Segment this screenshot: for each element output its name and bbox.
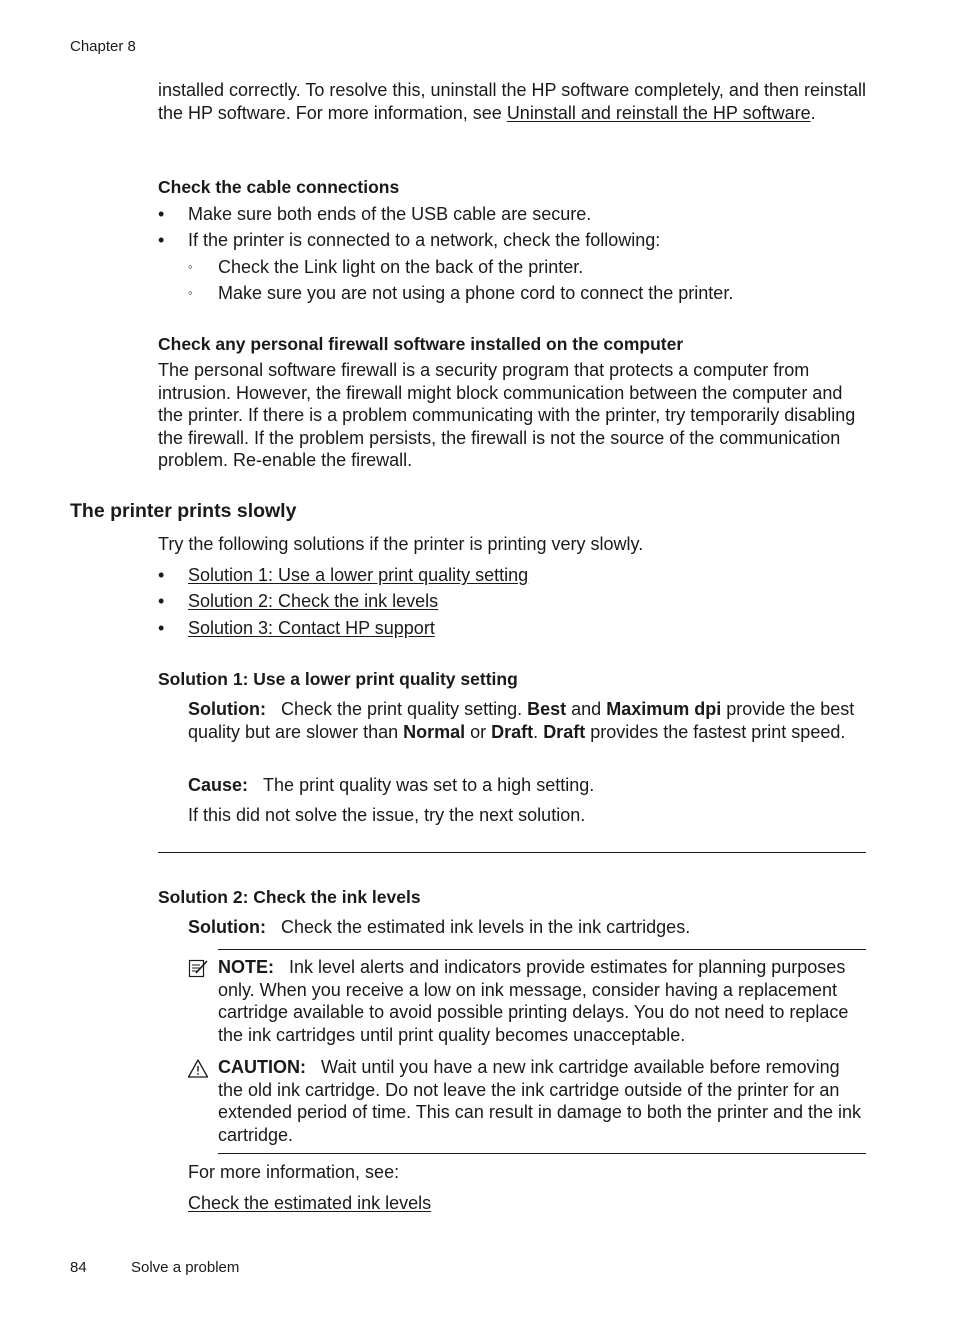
note-label: NOTE: <box>218 957 274 977</box>
max-dpi-term: Maximum dpi <box>606 699 722 719</box>
next-solution-text: If this did not solve the issue, try the next solution. <box>188 805 586 825</box>
intro-end: . <box>810 102 816 123</box>
uninstall-reinstall-link[interactable]: Uninstall and reinstall the HP software <box>506 102 811 123</box>
cause-line <box>188 774 594 797</box>
sub-list-item-text: Make sure you are not using a phone cord to connect the printer. <box>218 283 734 303</box>
note-paragraph <box>218 956 868 1046</box>
sub-bullet-mark: ◦ <box>188 259 193 274</box>
intro-paragraph <box>158 79 868 124</box>
best-term: Best <box>527 699 567 719</box>
normal-term: Normal <box>403 721 466 742</box>
solution-text: provide the best quality but are slower than <box>188 699 855 742</box>
solution2-heading: Solution 2: Check the ink levels <box>158 887 421 907</box>
note-top-rule <box>218 949 866 950</box>
solution1-paragraph <box>188 698 858 743</box>
bullet-mark: • <box>158 565 165 585</box>
solution1-heading: Solution 1: Use a lower print quality setting <box>158 669 518 689</box>
caution-text: Wait until you have a new ink cartridge available before removing the old ink cartridge. Do not leave the ink cartridge outside of the printer for an extended period of time. This can result in damage to both the printer and the ink cartridge. <box>218 1057 862 1145</box>
cause-label: Cause: <box>188 775 249 795</box>
slow-heading: The printer prints slowly <box>70 500 297 522</box>
solution2-link[interactable]: Solution 2: Check the ink levels <box>188 591 439 611</box>
solution-text: or <box>465 721 492 742</box>
firewall-heading: Check any personal firewall software installed on the computer <box>158 334 684 354</box>
firewall-paragraph: The personal software firewall is a security program that protects a computer from intrusion. However, the firewall might block communication between the computer and the printer. If there is a problem communicating with the printer, try temporarily disabling the firewall. If the problem persists, the firewall is not the source of the communication problem. Re-enable the firewall. <box>158 360 856 470</box>
slow-intro: Try the following solutions if the printer is printing very slowly. <box>158 534 644 554</box>
note-bottom-rule <box>218 1153 866 1154</box>
caution-label: CAUTION: <box>218 1057 306 1077</box>
solution-text: Check the estimated ink levels in the ink cartridges. <box>281 917 691 937</box>
list-item-text: Make sure both ends of the USB cable are secure. <box>188 204 592 224</box>
solution-text: Check the print quality setting. <box>281 699 528 719</box>
cause-text: The print quality was set to a high setting. <box>263 775 595 795</box>
sub-bullet-mark: ◦ <box>188 285 193 300</box>
bullet-mark: • <box>158 230 165 250</box>
draft-term: Draft <box>543 721 586 742</box>
caution-icon <box>187 1058 209 1080</box>
list-item-text: If the printer is connected to a network, check the following: <box>188 230 661 250</box>
solution-label: Solution: <box>188 699 266 719</box>
sub-list-item-text: Check the Link light on the back of the printer. <box>218 257 584 277</box>
solution2-line <box>188 916 690 939</box>
draft-term: Draft <box>491 721 534 742</box>
note-icon <box>187 957 209 979</box>
note-text: Ink level alerts and indicators provide estimates for planning purposes only. When you receive a low on ink message, consider having a replacement cartridge available to avoid possible printing delays. You do not need to replace the ink cartridges until print quality becomes unacceptable. <box>218 957 849 1045</box>
bullet-mark: • <box>158 618 165 638</box>
page-number: 84 <box>70 1259 87 1276</box>
bullet-mark: • <box>158 591 165 611</box>
solution-text: and <box>566 699 607 719</box>
solution-text: provides the fastest print speed. <box>585 721 846 742</box>
cable-heading: Check the cable connections <box>158 177 400 197</box>
more-info-text: For more information, see: <box>188 1162 400 1182</box>
section-divider <box>158 852 866 853</box>
caution-paragraph <box>218 1056 868 1146</box>
solution-text: . <box>533 721 544 742</box>
footer-section: Solve a problem <box>131 1259 240 1276</box>
solution-label: Solution: <box>188 917 266 937</box>
intro-text: installed correctly. To resolve this, uninstall the HP software completely, and then reinstall the HP software. For more information, see <box>158 80 867 123</box>
solution1-link[interactable]: Solution 1: Use a lower print quality setting <box>188 565 529 585</box>
solution3-link[interactable]: Solution 3: Contact HP support <box>188 618 435 638</box>
bullet-mark: • <box>158 204 165 224</box>
chapter-label: Chapter 8 <box>70 38 136 55</box>
check-ink-levels-link[interactable]: Check the estimated ink levels <box>188 1193 432 1213</box>
